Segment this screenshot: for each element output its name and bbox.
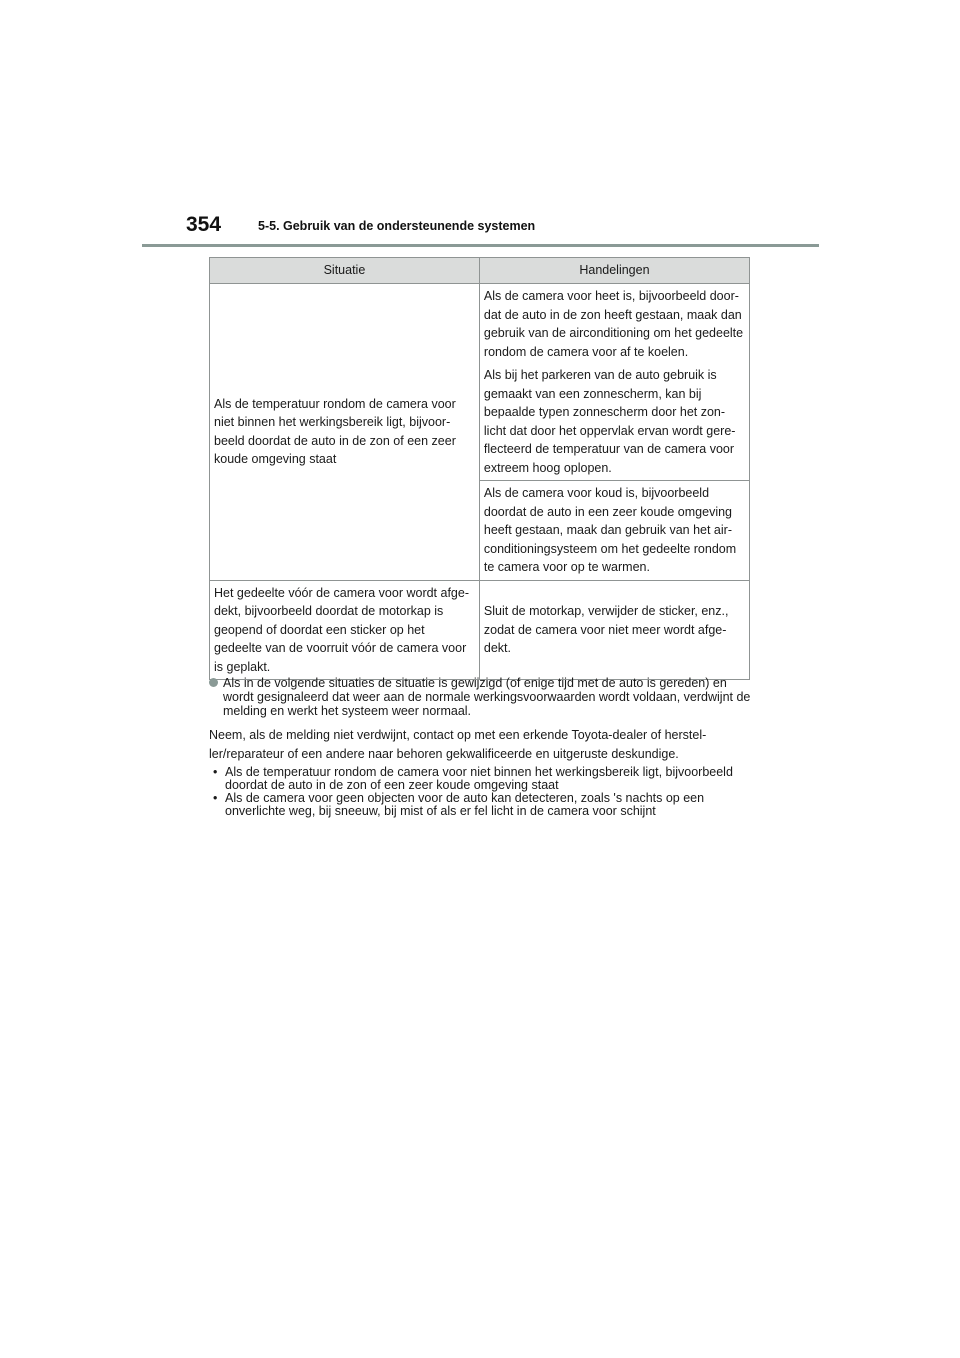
action-cell <box>479 481 749 581</box>
action-text: Als bij het parkeren van de auto gebruik is gemaakt van een zonnescherm, kan bij bepaalde typen zonnescherm door het zon-licht dat door het oppervlak ervan wordt gere-flecteerd de temperatuur van de camera voor extreem hoog oplopen. <box>483 368 736 475</box>
bullet-icon: • <box>213 765 218 779</box>
note-text: Als in de volgende situaties de situatie is gewijzigd (of enige tijd met de auto is gereden) en wordt gesignaleerd dat weer aan de normale werkingsvoorwaarden wordt voldaan, verdwijnt de melding en werkt het systeem weer normaal. <box>223 676 751 718</box>
situation-cell: Het gedeelte vóór de camera voor wordt afge-dekt, bijvoorbeeld doordat de motorkap is geopend of doordat een sticker op het gedeelte van de voorruit vóór de camera voor is geplakt. <box>210 580 480 680</box>
note-paragraph <box>209 676 754 718</box>
table-row <box>210 580 750 680</box>
list-item <box>209 792 754 818</box>
info-table <box>209 257 750 680</box>
bullet-icon: • <box>213 791 218 805</box>
header-rule <box>142 244 819 247</box>
page-number: 354 <box>186 213 222 236</box>
list-item-text: Als de camera voor geen objecten voor de auto kan detecteren, zoals 's nachts op een onverlichte weg, bij sneeuw, bij mist of als er fel licht in de camera voor schijnt <box>225 791 705 818</box>
section-title: 5-5. Gebruik van de ondersteunende systemen <box>258 219 536 233</box>
bullet-dot-icon <box>209 678 218 687</box>
body-text <box>209 676 754 818</box>
header-situatie: Situatie <box>210 258 480 284</box>
action-cell: Sluit de motorkap, verwijder de sticker, enz., zodat de camera voor niet meer wordt afge-dekt. <box>479 580 749 680</box>
table-row <box>210 284 750 481</box>
action-cell <box>479 284 749 481</box>
action-text: Als de camera voor heet is, bijvoorbeeld door-dat de auto in de zon heeft gestaan, maak dan gebruik van de airconditioning om het gedeelte rondom de camera voor af te koelen. <box>483 289 744 359</box>
list-item <box>209 766 754 792</box>
table-header-row <box>210 258 750 284</box>
situation-cell: Als de temperatuur rondom de camera voor niet binnen het werkingsbereik ligt, bijvoor-beeld doordat de auto in de zon of een zeer koude omgeving staat <box>210 284 480 581</box>
header-handelingen: Handelingen <box>479 258 749 284</box>
list-item-text: Als de temperatuur rondom de camera voor niet binnen het werkingsbereik ligt, bijvoorbeeld doordat de auto in de zon of een zeer koude omgeving staat <box>225 765 733 792</box>
action-text: Als de camera voor koud is, bijvoorbeeld doordat de auto in een zeer koude omgeving heeft gestaan, maak dan gebruik van het air-conditioningsysteem om het gedeelte rondom te camera voor op te warmen. <box>483 486 737 574</box>
situation-list <box>209 766 754 818</box>
contact-paragraph: Neem, als de melding niet verdwijnt, contact op met een erkende Toyota-dealer of herstel-ler/reparateur of een andere naar behoren gekwalificeerde en uitgeruste deskundige. <box>209 728 707 761</box>
